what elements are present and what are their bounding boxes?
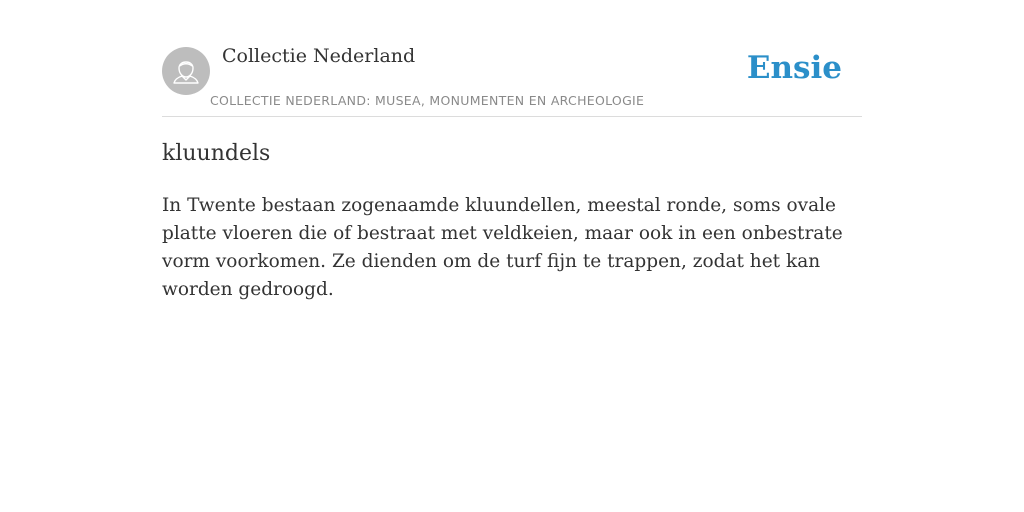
entry-definition: In Twente bestaan zogenaamde kluundellen, meestal ronde, soms ovale platte vloeren die of bestraat met veldkeien, maar ook in een onbestrate vorm voorkomen. Ze dienden om de turf fijn te trappen, zodat het kan worden gedroogd. [162,195,843,300]
entry-term: kluundels [162,141,271,166]
user-avatar-icon [162,47,210,95]
ensie-logo[interactable]: Ensie [746,50,842,86]
entry-header [162,0,862,117]
entry-card [162,0,862,300]
source-label[interactable]: COLLECTIE NEDERLAND: MUSEA, MONUMENTEN EN ARCHEOLOGIE [210,93,645,108]
author-name[interactable]: Collectie Nederland [222,45,416,67]
author-avatar[interactable] [162,47,210,95]
